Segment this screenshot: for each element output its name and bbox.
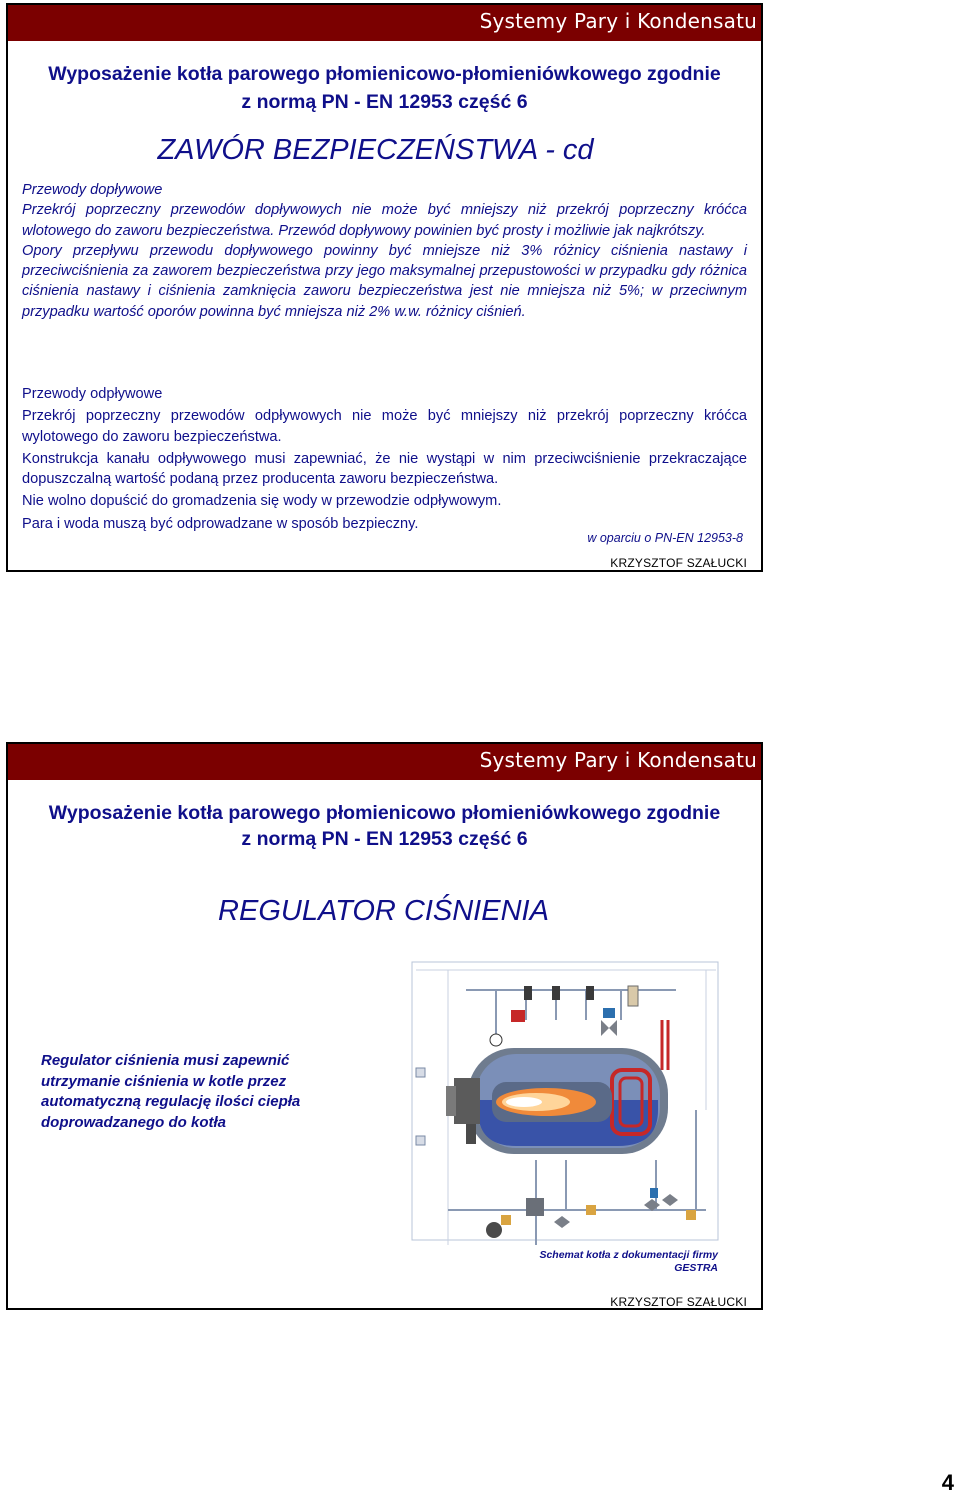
inlet-paragraph-1: Przekrój poprzeczny przewodów dopływowych nie może być mniejszy niż przekrój poprzeczny króćca wlotowego do zaworu bezpieczeństwa. Przewód dopływowy powinien być prosty i możliwie jak najkrótszy.: [22, 202, 747, 239]
inlet-paragraph-2: Opory przepływu przewodu dopływowego powinny być mniejsze niż 3% różnicy ciśnienia nastawy i przeciwciśnienia za zaworem bezpieczeństwa przy jego maksymalnej przepustowości w przypadku gdy różnica ciśnienia nastawy i ciśnienia zamknięcia zaworu bezpieczeństwa jest nie mniejsza niż 5%; w przeciwnym przypadku wartość oporów powinna być mniejsza niż 2% w.w. różnicy ciśnień.: [22, 242, 747, 320]
slide-pressure-regulator: [6, 742, 763, 1310]
slide-header-bar: [8, 5, 761, 41]
outlet-heading: Przewody odpływowe: [22, 386, 163, 402]
outlet-paragraph-4: Para i woda muszą być odprowadzane w sposób bezpieczny.: [22, 515, 419, 532]
caption-line2: GESTRA: [674, 1262, 718, 1274]
slide-title-line2: z normą PN - EN 12953 część 6: [241, 828, 528, 850]
inlet-heading: Przewody dopływowe: [22, 182, 163, 198]
regulator-description: Regulator ciśnienia musi zapewnić utrzymanie ciśnienia w kotle przez automatyczną regulację ilości ciepła doprowadzanego do kotła: [41, 1052, 301, 1131]
header-title: Systemy Pary i Kondensatu: [479, 9, 757, 33]
source-note: w oparciu o PN-EN 12953-8: [587, 531, 743, 545]
boiler-schematic-diagram: [406, 960, 751, 1245]
author: KRZYSZTOF SZAŁUCKI: [610, 1295, 747, 1309]
outlet-paragraph-2: Konstrukcja kanału odpływowego musi zapewniać, że nie wystąpi w nim przeciwciśnienie przekraczające dopuszczalną wartość podaną przez producenta zaworu bezpieczeństwa.: [22, 450, 747, 488]
diagram-caption: [488, 1249, 718, 1275]
section-title: ZAWÓR BEZPIECZEŃSTWA - cd: [157, 134, 594, 166]
section-title: REGULATOR CIŚNIENIA: [218, 895, 549, 927]
inlet-section: [22, 180, 747, 322]
outlet-paragraph-3: Nie wolno dopuścić do gromadzenia się wody w przewodzie odpływowym.: [22, 493, 502, 510]
page-number: 4: [941, 1470, 954, 1495]
slide-header-bar: [8, 744, 761, 780]
slide-title-line2: z normą PN - EN 12953 część 6: [241, 91, 528, 113]
author: KRZYSZTOF SZAŁUCKI: [610, 556, 747, 570]
outlet-section: [22, 384, 747, 534]
header-title: Systemy Pary i Kondensatu: [479, 748, 757, 772]
slide-safety-valve: [6, 3, 763, 572]
outlet-paragraph-1: Przekrój poprzeczny przewodów odpływowych nie może być mniejszy niż przekrój poprzeczny króćca wylotowego do zaworu bezpieczeństwa.: [22, 408, 747, 445]
caption-line1: Schemat kotła z dokumentacji firmy: [539, 1249, 718, 1261]
slide-title-line1: Wyposażenie kotła parowego płomienicowo-płomieniówkowego zgodnie: [48, 63, 721, 85]
slide-title-line1: Wyposażenie kotła parowego płomienicowo płomieniówkowego zgodnie: [48, 802, 721, 824]
